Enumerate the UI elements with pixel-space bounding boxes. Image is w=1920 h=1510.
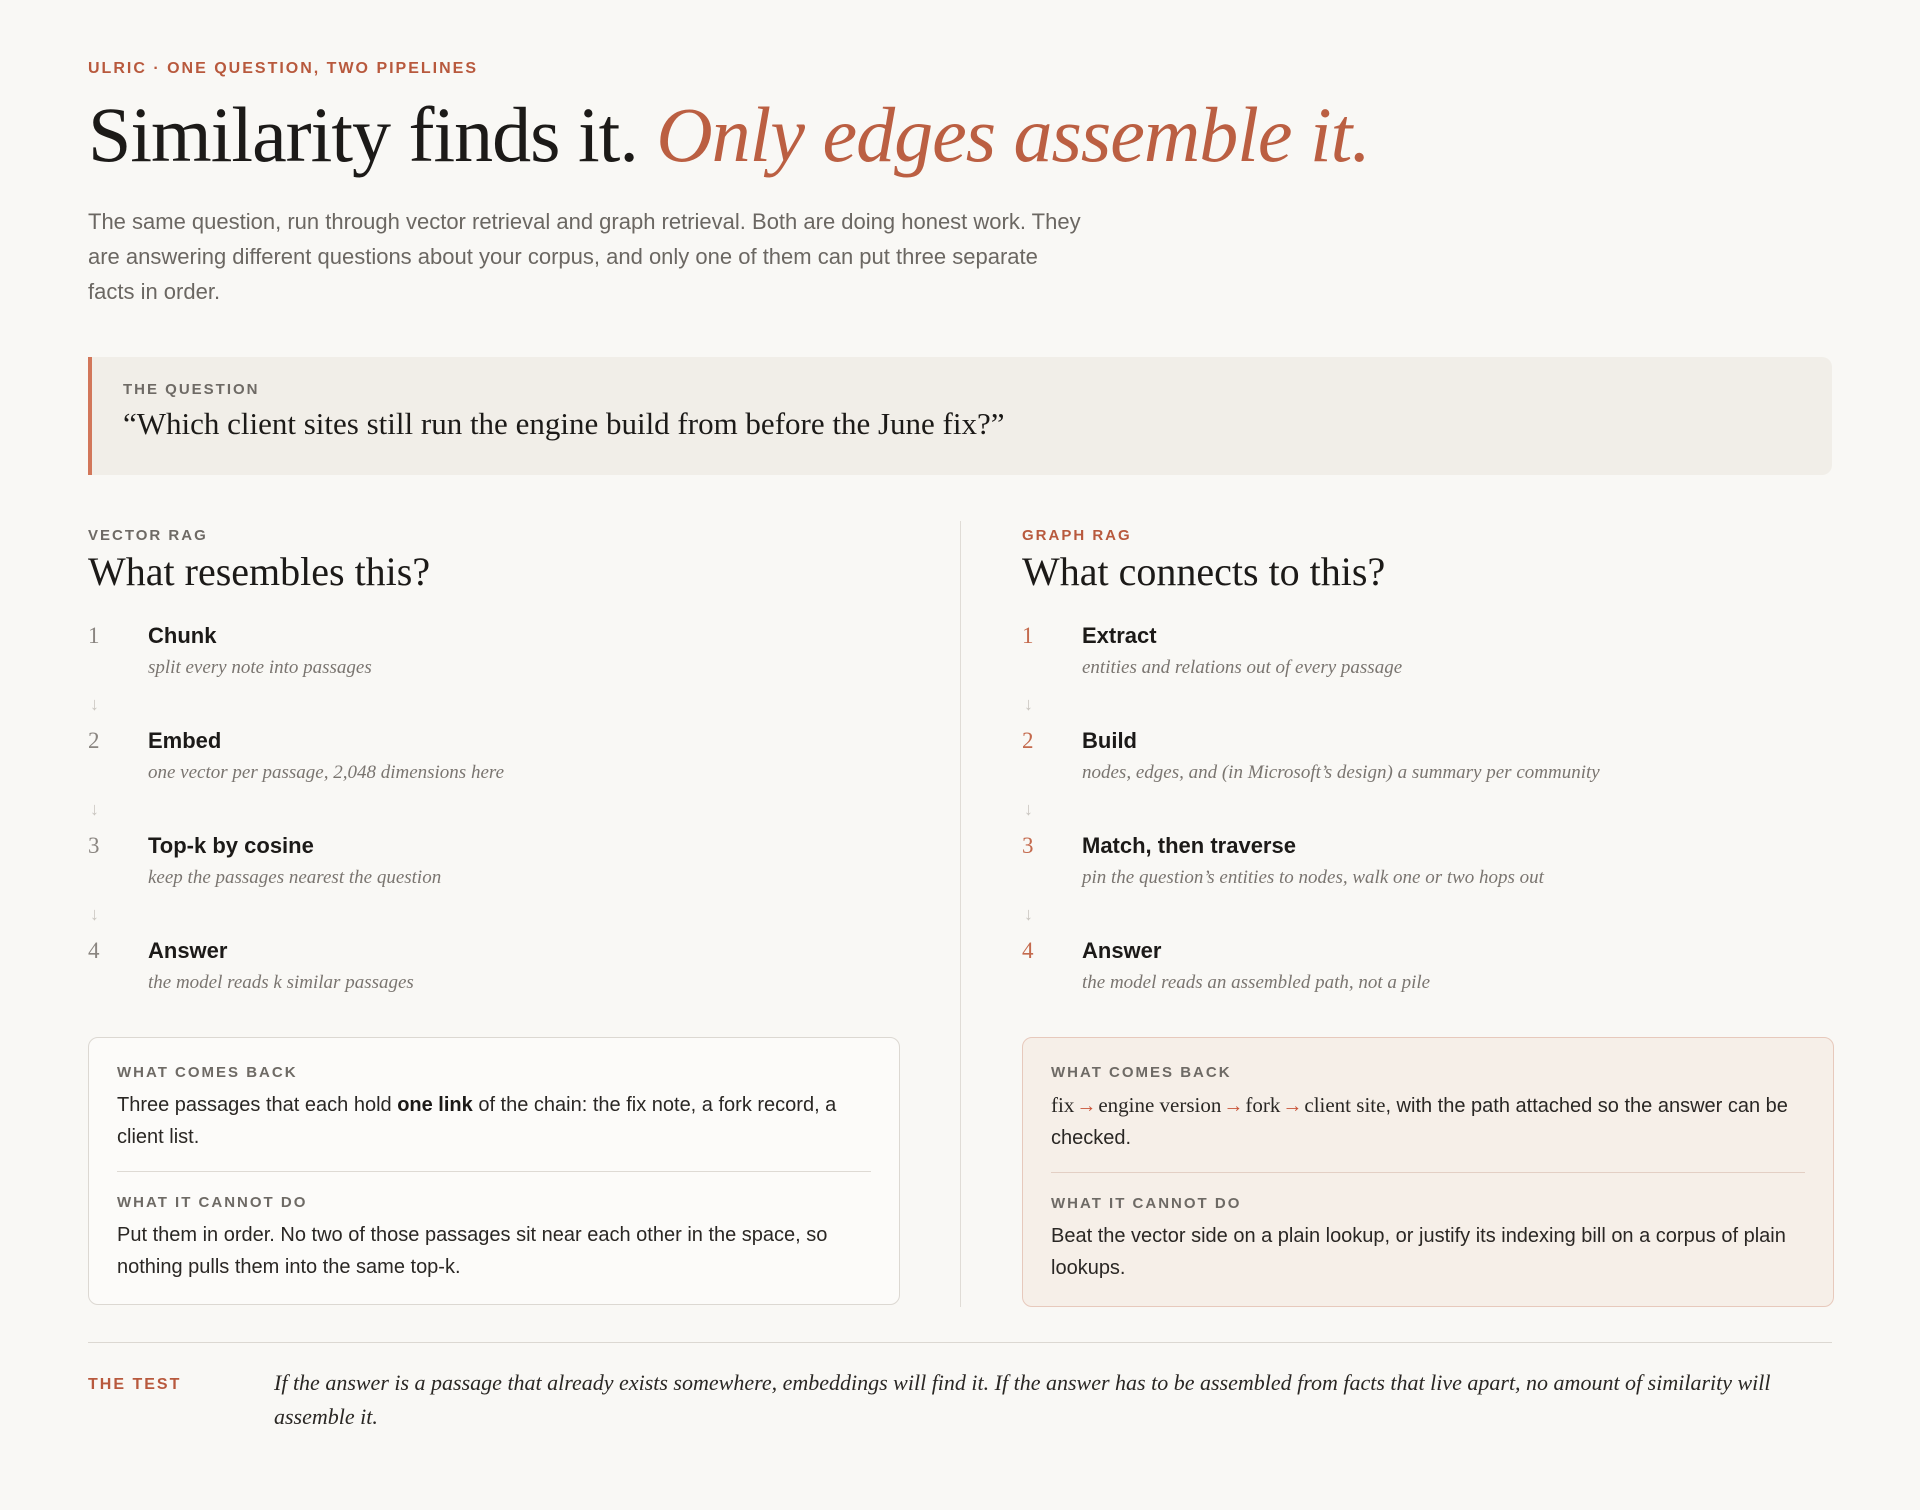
arrow-down-icon: ↓ [90,799,99,819]
step-description: entities and relations out of every passage [1082,657,1403,678]
chain-node: client site [1304,1093,1386,1117]
graph-kicker: GRAPH RAG [1022,527,1132,544]
arrow-right-icon: → [1223,1095,1244,1117]
step-title: Build [1082,728,1137,753]
card-label: WHAT IT CANNOT DO [117,1194,308,1211]
test-label: THE TEST [88,1376,182,1393]
step-title: Embed [148,728,222,753]
question-box [88,357,1832,475]
what-comes-back-text [117,1089,871,1153]
test-text: If the answer is a passage that already exists somewhere, embeddings will find it. If the answer has to be assembled from facts that live apart, no amount of similarity will assemble it. [274,1370,1771,1429]
graph-step [1022,694,1834,827]
graph-result-card [1022,1037,1834,1307]
vector-steps [88,617,900,1037]
graph-title: What connects to this? [1022,549,1386,594]
chain-node: fix [1051,1093,1075,1117]
question-text: “Which client sites still run the engine build from before the June fix?” [123,406,1005,441]
step-number: 4 [1022,938,1034,963]
step-description: the model reads an assembled path, not a pile [1082,972,1431,993]
step-description: split every note into passages [148,657,372,678]
step-description: keep the passages nearest the question [148,867,442,888]
question-label: THE QUESTION [123,381,260,398]
vector-step [88,617,900,722]
vector-step [88,799,900,932]
what-comes-back-text [1051,1089,1805,1154]
text-part: of the chain: the fix note, a fork record, a client list. [117,1094,837,1148]
footer-divider [88,1342,1832,1343]
text-part: , with the path attached so the answer can be checked. [1051,1095,1788,1149]
card-divider [1051,1172,1805,1173]
step-description: the model reads k similar passages [148,972,414,993]
step-description: one vector per passage, 2,048 dimensions here [148,762,505,783]
headline-plain: Similarity finds it. [88,91,638,178]
arrow-down-icon: ↓ [90,904,99,924]
emphasis: one link [397,1094,473,1116]
chain-node: engine version [1098,1093,1222,1117]
step-title: Chunk [148,623,217,648]
graph-step [1022,904,1834,1037]
vector-step [88,694,900,827]
arrow-down-icon: ↓ [1024,694,1033,714]
step-number: 1 [1022,623,1034,648]
step-number: 4 [88,938,100,963]
what-it-cannot-do-text: Beat the vector side on a plain lookup, or justify its indexing bill on a corpus of plain lookups. [1051,1225,1786,1279]
step-number: 2 [88,728,100,753]
arrow-down-icon: ↓ [1024,799,1033,819]
what-it-cannot-do-text: Put them in order. No two of those passages sit near each other in the space, so nothing pulls them into the same top-k. [117,1224,828,1278]
card-label: WHAT COMES BACK [1051,1064,1232,1081]
vector-title: What resembles this? [88,549,431,594]
step-title: Answer [1082,938,1162,963]
chain-node: fork [1245,1093,1281,1117]
headline [88,91,1832,178]
text-part: Three passages that each hold [117,1094,398,1116]
arrow-down-icon: ↓ [90,694,99,714]
step-title: Match, then traverse [1082,833,1296,858]
step-number: 2 [1022,728,1034,753]
lede: The same question, run through vector retrieval and graph retrieval. Both are doing honest work. They are answering different questions about your corpus, and only one of them can put three separate facts in order. [88,209,1081,304]
card-label: WHAT COMES BACK [117,1064,298,1081]
arrow-right-icon: → [1282,1095,1303,1117]
graph-column [1022,521,1834,1279]
step-title: Answer [148,938,228,963]
step-number: 3 [1022,833,1034,858]
vector-kicker: VECTOR RAG [88,527,208,544]
vector-result-card [88,1037,900,1305]
arrow-right-icon: → [1076,1095,1097,1117]
graph-steps [1022,617,1834,1037]
column-divider [960,521,961,1307]
card-divider [117,1171,871,1172]
headline-accent: Only edges assemble it. [656,91,1370,178]
graph-step [1022,617,1834,722]
vector-column [88,521,900,1278]
step-number: 3 [88,833,100,858]
graph-step [1022,799,1834,932]
step-title: Extract [1082,623,1157,648]
step-description: nodes, edges, and (in Microsoft’s design) a summary per community [1082,762,1600,783]
arrow-down-icon: ↓ [1024,904,1033,924]
step-number: 1 [88,623,100,648]
vector-step [88,904,900,1037]
card-label: WHAT IT CANNOT DO [1051,1195,1242,1212]
step-description: pin the question’s entities to nodes, walk one or two hops out [1082,867,1544,888]
step-title: Top-k by cosine [148,833,314,858]
eyebrow: ULRIC · ONE QUESTION, TWO PIPELINES [88,60,479,77]
pipelines [88,521,1832,1307]
